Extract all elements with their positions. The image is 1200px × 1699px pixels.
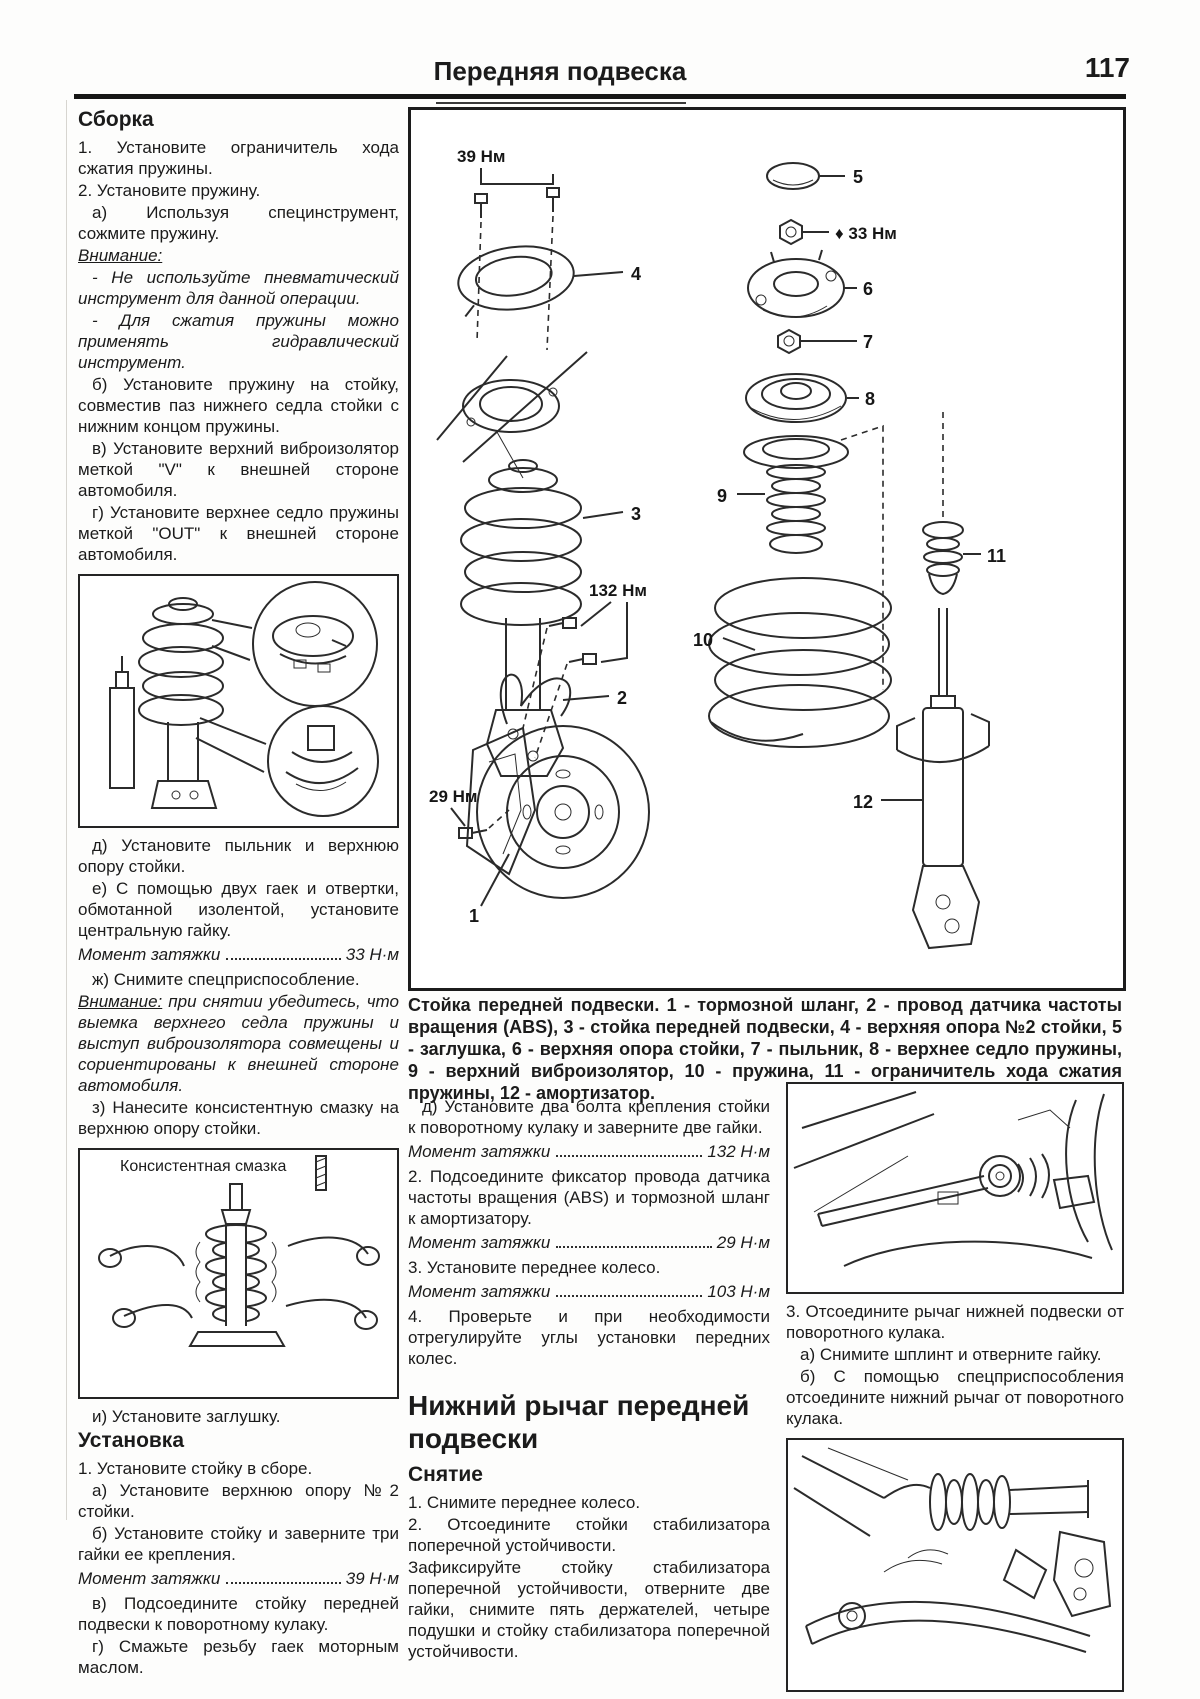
right-column <box>786 1082 1124 1699</box>
substep: а) Снимите шплинт и отверните гайку. <box>800 1345 1102 1364</box>
torque-label: Момент затяжки <box>78 945 221 964</box>
step: 2. Подсоедините фиксатор провода датчика частоты вращения (ABS) и тормозной шланг к амортизатору. <box>408 1167 770 1228</box>
dot-leader <box>556 1155 702 1157</box>
diagram-caption: Стойка передней подвески. 1 - тормозной шланг, 2 - провод датчика частоты вращения (ABS), 3 - стойка передней подвески, 4 - верхняя опора №2 стойки, 5 - заглушка, 6 - верхняя опора стойки, 7 - пыльник, 8 - верхнее седло пружины, 9 - верхний виброизолятор, 10 - пружина, 11 - ограничитель хода сжатия пружины, 12 - амортизатор. <box>408 995 1122 1103</box>
part-label-4: 4 <box>631 264 642 284</box>
part-label-10: 10 <box>693 630 714 650</box>
part-label-9: 9 <box>717 486 728 506</box>
part-label-5: 5 <box>853 167 864 187</box>
grease-figure-label: Консистентная смазка <box>120 1158 287 1175</box>
lower-arm-illustration <box>788 1440 1121 1685</box>
warning-block <box>78 991 399 1096</box>
header-rule <box>74 94 1126 99</box>
torque-value: 39 Н·м <box>345 1569 399 1588</box>
torque-29-label: 29 Нм <box>429 787 478 806</box>
dot-leader <box>556 1295 702 1297</box>
torque-label: Момент затяжки <box>408 1282 551 1301</box>
front-strut-exploded-diagram <box>411 110 1117 982</box>
torque-label: Момент затяжки <box>408 1142 551 1161</box>
torque-spec <box>78 1568 399 1589</box>
part-label-3: 3 <box>631 504 642 524</box>
torque-value: 103 Н·м <box>707 1282 770 1301</box>
torque-label: Момент затяжки <box>408 1233 551 1252</box>
torque-39-label: 39 Нм <box>457 147 506 166</box>
step: 1. Установите ограничитель хода сжатия пружины. <box>78 138 399 178</box>
figure-grease <box>78 1148 399 1399</box>
torque-value: 33 Н·м <box>345 945 399 964</box>
substep: е) С помощью двух гаек и отвертки, обмотанной изолентой, установите центральную гайку. <box>78 879 399 940</box>
part-label-2: 2 <box>617 688 628 708</box>
scan-edge-line <box>66 100 67 1520</box>
step: 1. Установите стойку в сборе. <box>78 1459 313 1478</box>
header-rule-thin <box>436 102 686 104</box>
substep: б) С помощью спецприспособления отсоедините нижний рычаг от поворотного кулака. <box>786 1367 1124 1428</box>
torque-label: Момент затяжки <box>78 1569 221 1588</box>
left-column <box>78 108 399 1679</box>
warning-line: - Не используйте пневматический инструмент для данной операции. <box>78 268 399 308</box>
part-label-12: 12 <box>853 792 874 812</box>
dot-leader <box>226 1582 340 1584</box>
substep: а) Используя специнструмент, сожмите пружину. <box>78 203 399 243</box>
substep: г) Установите верхнее седло пружины меткой "OUT" к внешней стороне автомобиля. <box>78 503 399 564</box>
torque-value: 132 Н·м <box>707 1142 770 1161</box>
figure-lower-arm <box>786 1438 1124 1692</box>
page-number: 117 <box>1084 52 1130 83</box>
step: 3. Установите переднее колесо. <box>408 1258 661 1277</box>
warning-text: при снятии убедитесь, что выемка верхнего седла пружины и выступ виброизолятора совмещены и сориентированы к внешней стороне автомобиля. <box>78 992 399 1095</box>
step: 2. Отсоедините стойки стабилизатора поперечной устойчивости. <box>408 1515 770 1555</box>
substep: з) Нанесите консистентную смазку на верхнюю опору стойки. <box>78 1098 399 1138</box>
substep: б) Установите пружину на стойку, совместив паз нижнего седла стойки с нижним концом пружины. <box>78 375 399 436</box>
part-label-11: 11 <box>987 546 1007 566</box>
warning-title: Внимание: <box>78 992 163 1011</box>
substep: в) Установите верхний виброизолятор меткой "V" к внешней стороне автомобиля. <box>78 439 399 500</box>
torque-spec <box>408 1232 770 1253</box>
dot-leader <box>226 958 340 960</box>
lower-arm-section-heading: Нижний рычаг передней подвески <box>408 1390 750 1454</box>
figure-strut-marks <box>78 574 399 828</box>
torque-spec <box>78 944 399 965</box>
substep: б) Установите стойку и заверните три гайки ее крепления. <box>78 1524 399 1564</box>
page-title: Передняя подвеска <box>433 56 687 86</box>
part-label-7: 7 <box>863 332 874 352</box>
stabilizer-link-illustration <box>788 1084 1121 1287</box>
grease-illustration <box>80 1150 396 1392</box>
torque-spec <box>408 1281 770 1302</box>
middle-column <box>408 1096 770 1663</box>
dot-leader <box>556 1246 711 1248</box>
step: 3. Отсоедините рычаг нижней подвески от поворотного кулака. <box>786 1302 1124 1342</box>
torque-132-label: 132 Нм <box>589 581 647 600</box>
part-label-6: 6 <box>863 279 874 299</box>
part-label-1: 1 <box>469 906 480 926</box>
substep: и) Установите заглушку. <box>92 1407 281 1426</box>
substep: в) Подсоедините стойку передней подвески к поворотному кулаку. <box>78 1594 399 1634</box>
substep: д) Установите два болта крепления стойки к поворотному кулаку и заверните две гайки. <box>408 1097 770 1137</box>
torque-value: 29 Н·м <box>716 1233 770 1252</box>
step: 4. Проверьте и при необходимости отрегулируйте углы установки передних колес. <box>408 1307 770 1368</box>
substep: ж) Снимите спецприспособление. <box>92 970 360 989</box>
step: 2. Установите пружину. <box>78 181 261 200</box>
substep: д) Установите пыльник и верхнюю опору стойки. <box>78 836 399 876</box>
exploded-diagram-frame <box>408 107 1126 991</box>
strut-marks-illustration <box>80 576 396 821</box>
part-label-8: 8 <box>865 389 876 409</box>
warning-block <box>78 245 399 266</box>
substep: г) Смажьте резьбу гаек моторным маслом. <box>78 1637 399 1677</box>
torque-33-label: ♦ 33 Нм <box>835 224 897 243</box>
step-note: Зафиксируйте стойку стабилизатора поперечной устойчивости, отверните две гайки, снимите пять держателей, четыре подушки и стойку стабилизатора поперечной устойчивости. <box>408 1558 770 1661</box>
torque-spec <box>408 1141 770 1162</box>
assembly-heading: Сборка <box>78 108 154 131</box>
warning-line: - Для сжатия пружины можно применять гидравлический инструмент. <box>78 311 399 372</box>
removal-heading: Снятие <box>408 1463 483 1486</box>
figure-stabilizer-link <box>786 1082 1124 1294</box>
installation-heading: Установка <box>78 1429 184 1452</box>
substep: а) Установите верхнюю опору №2 стойки. <box>78 1481 399 1521</box>
warning-title: Внимание: <box>78 246 163 265</box>
step: 1. Снимите переднее колесо. <box>408 1493 641 1512</box>
